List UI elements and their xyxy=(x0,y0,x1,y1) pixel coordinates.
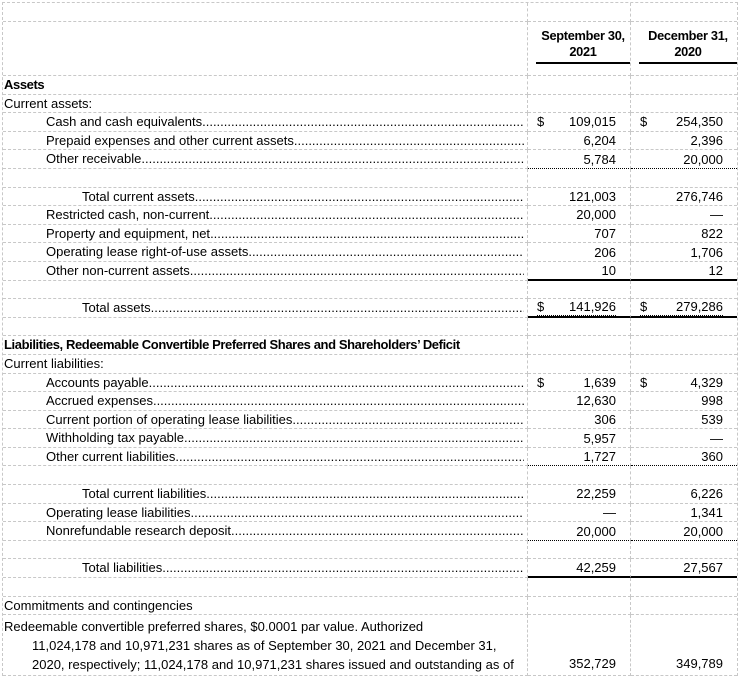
table-row xyxy=(3,355,737,374)
row-label: Current assets: xyxy=(4,95,93,111)
value-wrap xyxy=(537,656,616,671)
dot-leader xyxy=(294,132,524,149)
value-cell-2021 xyxy=(528,597,631,616)
value-cell-2021 xyxy=(528,374,631,393)
label-cell xyxy=(3,392,528,411)
value-cell-2021 xyxy=(528,411,631,430)
value-wrap xyxy=(640,412,723,427)
cell-value-2021: 141,926 xyxy=(569,298,616,314)
row-label: Current liabilities: xyxy=(4,355,104,371)
cell-value-2020: 27,567 xyxy=(683,560,723,576)
dot-leader xyxy=(153,392,524,409)
value-cell-2021 xyxy=(528,336,631,355)
cell-value-2021: 206 xyxy=(594,244,616,260)
value-wrap xyxy=(537,114,616,129)
table-row xyxy=(3,169,737,188)
value-cell-2021 xyxy=(528,76,631,95)
cell-value-2020: 998 xyxy=(701,393,723,409)
value-wrap xyxy=(640,133,723,148)
cell-value-2021: 10 xyxy=(601,262,616,278)
currency-symbol: $ xyxy=(537,114,545,130)
dot-leader xyxy=(209,206,524,223)
label-cell xyxy=(3,615,528,676)
value-cell-2020 xyxy=(631,76,737,95)
label-cell xyxy=(3,206,528,225)
label-cell xyxy=(3,113,528,132)
cell-value-2021: 109,015 xyxy=(569,114,616,130)
currency-symbol: $ xyxy=(640,114,648,130)
table-row xyxy=(3,188,737,207)
value-cell-2020 xyxy=(631,3,737,22)
currency-symbol: $ xyxy=(537,298,545,314)
value-wrap xyxy=(640,114,723,129)
col-header-line: December 31, xyxy=(648,28,728,43)
table-row xyxy=(3,3,737,22)
value-cell-2020 xyxy=(631,95,737,114)
value-cell-2020 xyxy=(631,318,737,337)
cell-value-2020: — xyxy=(710,207,723,223)
row-label: Other current liabilities xyxy=(46,448,176,464)
value-cell-2021 xyxy=(528,150,631,169)
value-wrap xyxy=(640,656,723,671)
label-cell xyxy=(3,504,528,523)
label-cell xyxy=(3,188,528,207)
paragraph-line: 2020, respectively; 11,024,178 and 10,971,231 shares issued and outstanding as of xyxy=(32,657,514,673)
value-cell-2021 xyxy=(528,615,631,676)
row-label: Assets xyxy=(4,77,45,92)
cell-value-2020: 349,789 xyxy=(676,656,723,672)
value-wrap xyxy=(640,449,723,464)
table-row xyxy=(3,318,737,337)
value-cell-2020 xyxy=(631,374,737,393)
value-cell-2020 xyxy=(631,559,737,578)
table-row xyxy=(3,429,737,448)
value-cell-2021 xyxy=(528,559,631,578)
label-cell xyxy=(3,485,528,504)
label-cell xyxy=(3,559,528,578)
value-cell-2021 xyxy=(528,243,631,262)
cell-value-2021: — xyxy=(603,504,616,520)
row-label: Operating lease liabilities xyxy=(46,504,191,520)
currency-symbol: $ xyxy=(537,374,545,390)
dot-leader xyxy=(191,504,524,521)
cell-value-2020: 6,226 xyxy=(690,486,723,502)
dot-leader xyxy=(141,150,524,167)
label-cell xyxy=(3,76,528,95)
cell-value-2021: 1,727 xyxy=(583,449,616,465)
value-cell-2021 xyxy=(528,578,631,597)
cell-value-2021: 20,000 xyxy=(576,523,616,539)
row-label: Operating lease right-of-use assets xyxy=(46,244,249,260)
value-cell-2020 xyxy=(631,225,737,244)
value-cell-2021 xyxy=(528,299,631,318)
value-cell-2021 xyxy=(528,169,631,188)
label-cell xyxy=(3,95,528,114)
cell-value-2021: 5,784 xyxy=(583,151,616,167)
value-wrap xyxy=(640,393,723,408)
value-cell-2020 xyxy=(631,299,737,318)
row-label: Accounts payable xyxy=(46,374,149,390)
value-wrap xyxy=(537,431,616,446)
table-row xyxy=(3,522,737,541)
value-cell-2021 xyxy=(528,132,631,151)
value-wrap xyxy=(640,375,723,390)
value-wrap xyxy=(537,375,616,390)
row-label: Withholding tax payable xyxy=(46,430,185,446)
col-header-2021-text xyxy=(536,26,630,64)
row-label: Accrued expenses xyxy=(46,393,153,409)
row-label: Commitments and contingencies xyxy=(4,597,193,613)
value-cell-2020 xyxy=(631,541,737,560)
value-cell-2020 xyxy=(631,336,737,355)
cell-value-2021: 5,957 xyxy=(583,430,616,446)
cell-value-2020: 254,350 xyxy=(676,114,723,130)
value-wrap xyxy=(537,560,616,575)
paragraph-line: Redeemable convertible preferred shares, $0.0001 par value. Authorized xyxy=(4,619,424,635)
value-cell-2020 xyxy=(631,262,737,281)
value-cell-2021 xyxy=(528,188,631,207)
value-wrap xyxy=(537,486,616,501)
value-wrap xyxy=(537,226,616,241)
currency-symbol: $ xyxy=(640,374,648,390)
cell-value-2020: 20,000 xyxy=(683,151,723,167)
cell-value-2021: 6,204 xyxy=(583,133,616,149)
row-label: Total current assets xyxy=(82,188,195,204)
cell-value-2021: 20,000 xyxy=(576,207,616,223)
label-cell xyxy=(3,466,528,485)
table-row xyxy=(3,206,737,225)
col-header-line: September 30, xyxy=(541,28,625,43)
dot-leader xyxy=(175,448,524,465)
label-cell xyxy=(3,429,528,448)
value-cell-2020 xyxy=(631,578,737,597)
cell-value-2021: 1,639 xyxy=(583,374,616,390)
table-row xyxy=(3,411,737,430)
value-wrap xyxy=(640,226,723,241)
value-cell-2020 xyxy=(631,485,737,504)
value-cell-2021 xyxy=(528,429,631,448)
col-header-line: 2020 xyxy=(674,44,702,59)
table-row xyxy=(3,150,737,169)
value-wrap xyxy=(537,449,616,464)
value-cell-2020 xyxy=(631,615,737,676)
dot-leader xyxy=(162,559,524,576)
cell-value-2021: 707 xyxy=(594,226,616,242)
col-header-2020 xyxy=(631,22,737,76)
col-header-line: 2021 xyxy=(569,44,597,59)
table-row xyxy=(3,615,737,676)
dot-leader xyxy=(206,485,524,502)
label-cell xyxy=(3,411,528,430)
label-cell xyxy=(3,299,528,318)
row-label: Total assets xyxy=(82,300,151,316)
cell-value-2020: 20,000 xyxy=(683,523,723,539)
value-cell-2021 xyxy=(528,95,631,114)
value-cell-2020 xyxy=(631,113,737,132)
value-wrap xyxy=(640,431,723,446)
label-cell xyxy=(3,522,528,541)
value-cell-2020 xyxy=(631,206,737,225)
value-wrap xyxy=(537,505,616,520)
value-cell-2021 xyxy=(528,466,631,485)
table-row xyxy=(3,541,737,560)
row-label: Restricted cash, non-current xyxy=(46,207,210,223)
cell-value-2020: 279,286 xyxy=(676,298,723,314)
label-cell xyxy=(3,22,528,76)
row-label: Total liabilities xyxy=(82,560,163,576)
value-cell-2020 xyxy=(631,355,737,374)
table-row xyxy=(3,504,737,523)
value-wrap xyxy=(537,207,616,222)
value-wrap xyxy=(640,263,723,278)
value-cell-2020 xyxy=(631,597,737,616)
label-cell xyxy=(3,374,528,393)
label-cell xyxy=(3,262,528,281)
value-wrap xyxy=(640,245,723,260)
value-cell-2021 xyxy=(528,504,631,523)
balance-sheet-table xyxy=(2,2,738,676)
dot-leader xyxy=(149,374,524,391)
table-row xyxy=(3,597,737,616)
value-wrap xyxy=(640,152,723,167)
label-cell xyxy=(3,541,528,560)
cell-value-2021: 12,630 xyxy=(576,393,616,409)
table-row xyxy=(3,281,737,300)
dot-leader xyxy=(190,262,524,279)
dot-leader xyxy=(195,188,524,205)
row-label: Prepaid expenses and other current assets xyxy=(46,132,294,148)
label-cell xyxy=(3,150,528,169)
cell-value-2020: 276,746 xyxy=(676,188,723,204)
cell-value-2021: 22,259 xyxy=(576,486,616,502)
label-cell xyxy=(3,318,528,337)
value-cell-2021 xyxy=(528,318,631,337)
value-cell-2021 xyxy=(528,262,631,281)
col-header-2020-text xyxy=(639,26,737,64)
row-label: Other receivable xyxy=(46,151,142,167)
row-label: Total current liabilities xyxy=(82,486,207,502)
table-row xyxy=(3,76,737,95)
value-wrap xyxy=(640,189,723,204)
label-cell xyxy=(3,3,528,22)
value-wrap xyxy=(537,412,616,427)
row-label-paragraph xyxy=(3,615,527,674)
label-cell xyxy=(3,578,528,597)
row-label: Current portion of operating lease liabilities xyxy=(46,411,293,427)
value-wrap xyxy=(537,245,616,260)
cell-value-2021: 42,259 xyxy=(576,560,616,576)
table-row xyxy=(3,243,737,262)
value-cell-2021 xyxy=(528,485,631,504)
value-cell-2021 xyxy=(528,281,631,300)
row-label: Other non-current assets xyxy=(46,262,190,278)
cell-value-2020: 12 xyxy=(708,262,723,278)
table-row xyxy=(3,225,737,244)
row-label: Property and equipment, net xyxy=(46,225,211,241)
value-cell-2020 xyxy=(631,466,737,485)
table-body xyxy=(3,76,737,676)
value-cell-2021 xyxy=(528,206,631,225)
dot-leader xyxy=(202,113,524,130)
row-label: Cash and cash equivalents xyxy=(46,114,203,130)
cell-value-2020: 1,341 xyxy=(690,504,723,520)
value-wrap xyxy=(640,524,723,539)
cell-value-2021: 121,003 xyxy=(569,188,616,204)
value-wrap xyxy=(640,207,723,222)
value-cell-2020 xyxy=(631,132,737,151)
dot-leader xyxy=(248,243,524,260)
label-cell xyxy=(3,448,528,467)
cell-value-2020: 1,706 xyxy=(690,244,723,260)
dot-leader xyxy=(231,522,524,539)
table-row xyxy=(3,466,737,485)
value-wrap xyxy=(640,505,723,520)
dot-leader xyxy=(184,429,524,446)
value-cell-2020 xyxy=(631,392,737,411)
label-cell xyxy=(3,336,528,355)
cell-value-2020: — xyxy=(710,430,723,446)
value-cell-2021 xyxy=(528,3,631,22)
currency-symbol: $ xyxy=(640,298,648,314)
value-cell-2020 xyxy=(631,448,737,467)
col-header-2021 xyxy=(528,22,631,76)
label-cell xyxy=(3,225,528,244)
value-cell-2021 xyxy=(528,541,631,560)
label-cell xyxy=(3,355,528,374)
label-cell xyxy=(3,281,528,300)
value-cell-2020 xyxy=(631,429,737,448)
value-cell-2020 xyxy=(631,150,737,169)
table-row xyxy=(3,113,737,132)
column-header-row xyxy=(3,22,737,76)
value-cell-2020 xyxy=(631,281,737,300)
table-row xyxy=(3,485,737,504)
value-wrap xyxy=(537,299,616,316)
value-wrap xyxy=(537,263,616,278)
value-cell-2021 xyxy=(528,225,631,244)
cell-value-2020: 360 xyxy=(701,449,723,465)
table-row xyxy=(3,559,737,578)
table-row xyxy=(3,132,737,151)
row-label: Liabilities, Redeemable Convertible Preferred Shares and Shareholders’ Deficit xyxy=(4,337,460,353)
label-cell xyxy=(3,243,528,262)
dot-leader xyxy=(210,225,524,242)
value-wrap xyxy=(537,133,616,148)
value-cell-2020 xyxy=(631,243,737,262)
value-cell-2020 xyxy=(631,504,737,523)
value-cell-2020 xyxy=(631,169,737,188)
label-cell xyxy=(3,597,528,616)
cell-value-2020: 539 xyxy=(701,411,723,427)
label-cell xyxy=(3,132,528,151)
paragraph-line: 11,024,178 and 10,971,231 shares as of September 30, 2021 and December 31, xyxy=(32,638,497,654)
cell-value-2020: 822 xyxy=(701,226,723,242)
value-cell-2021 xyxy=(528,392,631,411)
value-cell-2021 xyxy=(528,113,631,132)
table-row xyxy=(3,578,737,597)
label-cell xyxy=(3,169,528,188)
cell-value-2021: 352,729 xyxy=(569,656,616,672)
value-wrap xyxy=(537,524,616,539)
dot-leader xyxy=(292,411,524,428)
cell-value-2020: 2,396 xyxy=(690,133,723,149)
value-cell-2020 xyxy=(631,522,737,541)
value-cell-2021 xyxy=(528,355,631,374)
value-wrap xyxy=(640,560,723,575)
row-label: Nonrefundable research deposit xyxy=(46,523,232,539)
table-row xyxy=(3,95,737,114)
value-wrap xyxy=(640,299,723,316)
dot-leader xyxy=(151,299,524,316)
table-row xyxy=(3,392,737,411)
value-cell-2021 xyxy=(528,448,631,467)
value-cell-2020 xyxy=(631,188,737,207)
cell-value-2021: 306 xyxy=(594,411,616,427)
value-wrap xyxy=(537,189,616,204)
table-row xyxy=(3,448,737,467)
table-row xyxy=(3,336,737,355)
value-wrap xyxy=(537,152,616,167)
value-wrap xyxy=(537,393,616,408)
value-cell-2021 xyxy=(528,522,631,541)
table-row xyxy=(3,262,737,281)
table-row xyxy=(3,374,737,393)
value-cell-2020 xyxy=(631,411,737,430)
table-row xyxy=(3,299,737,318)
value-wrap xyxy=(640,486,723,501)
cell-value-2020: 4,329 xyxy=(690,374,723,390)
